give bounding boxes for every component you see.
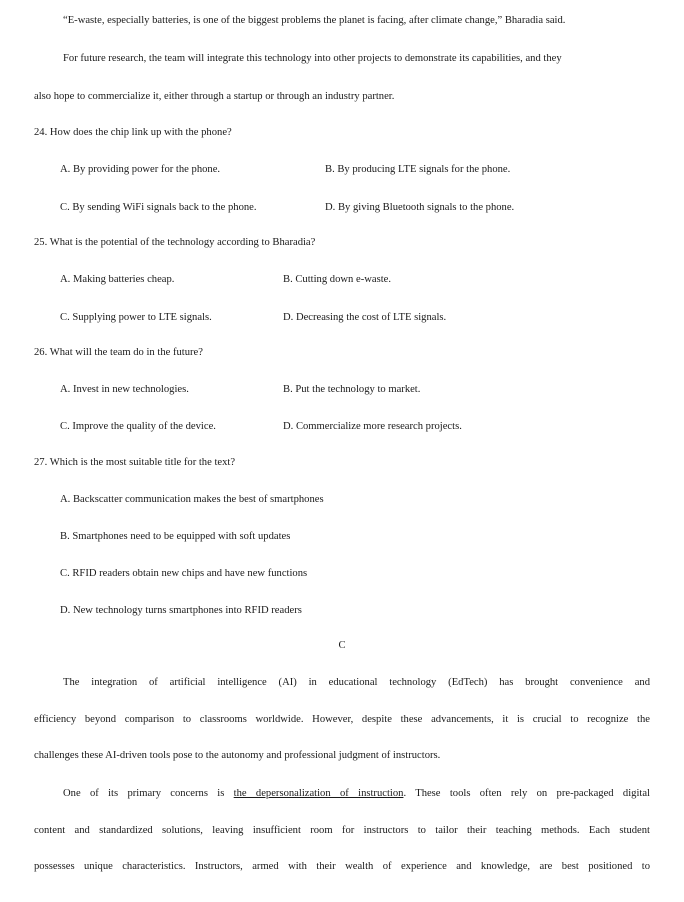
question-25-stem: 25. What is the potential of the technology according to Bharadia? <box>34 237 316 248</box>
passage-c-p2-line-3: possesses unique characteristics. Instructors, armed with their wealth of experience and knowledge, are best positioned to <box>34 861 650 872</box>
question-24-option-d: D. By giving Bluetooth signals to the phone. <box>325 202 515 213</box>
question-27-option-d: D. New technology turns smartphones into RFID readers <box>60 605 302 616</box>
passage-c-p2-line-2: content and standardized solutions, leaving insufficient room for instructors to tailor their teaching methods. Each student <box>34 825 650 836</box>
underlined-phrase: the depersonalization of instruction <box>233 788 404 799</box>
question-26-stem: 26. What will the team do in the future? <box>34 347 203 358</box>
question-27-stem: 27. Which is the most suitable title for the text? <box>34 457 236 468</box>
question-24-option-a: A. By providing power for the phone. <box>60 164 221 175</box>
question-26-option-b: B. Put the technology to market. <box>283 384 421 395</box>
question-25-option-b: B. Cutting down e-waste. <box>283 274 391 285</box>
question-27-option-b: B. Smartphones need to be equipped with soft updates <box>60 531 291 542</box>
passage-c-p1-line-3: challenges these AI-driven tools pose to the autonomy and professional judgment of instructors. <box>34 750 441 761</box>
section-heading-c: C <box>338 640 346 651</box>
question-25-option-d: D. Decreasing the cost of LTE signals. <box>283 312 447 323</box>
question-25-option-c: C. Supplying power to LTE signals. <box>60 312 212 323</box>
question-24-stem: 24. How does the chip link up with the phone? <box>34 127 232 138</box>
question-26-option-c: C. Improve the quality of the device. <box>60 421 216 432</box>
passage-c-p1-line-2: efficiency beyond comparison to classrooms worldwide. However, despite these advancements, it is crucial to recognize the <box>34 714 650 725</box>
question-26-option-d: D. Commercialize more research projects. <box>283 421 462 432</box>
passage-c-p2-line-1-post: . These tools often rely on pre-packaged digital <box>403 788 650 799</box>
question-27-option-a: A. Backscatter communication makes the best of smartphones <box>60 494 324 505</box>
question-25-option-a: A. Making batteries cheap. <box>60 274 175 285</box>
question-24-option-b: B. By producing LTE signals for the phone. <box>325 164 511 175</box>
passage-b-line-3: also hope to commercialize it, either through a startup or through an industry partner. <box>34 91 395 102</box>
passage-b-line-1: “E-waste, especially batteries, is one of the biggest problems the planet is facing, after climate change,” Bharadia said. <box>63 15 566 26</box>
question-24-option-c: C. By sending WiFi signals back to the phone. <box>60 202 257 213</box>
passage-c-p1-line-1: The integration of artificial intelligence (AI) in educational technology (EdTech) has brought convenience and <box>63 677 650 688</box>
passage-c-p2-line-1 <box>63 787 650 801</box>
passage-c-p2-line-1-pre: One of its primary concerns is <box>63 788 234 799</box>
question-27-option-c: C. RFID readers obtain new chips and have new functions <box>60 568 308 579</box>
passage-b-line-2: For future research, the team will integrate this technology into other projects to demonstrate its capabilities, and they <box>63 53 562 64</box>
question-26-option-a: A. Invest in new technologies. <box>60 384 189 395</box>
